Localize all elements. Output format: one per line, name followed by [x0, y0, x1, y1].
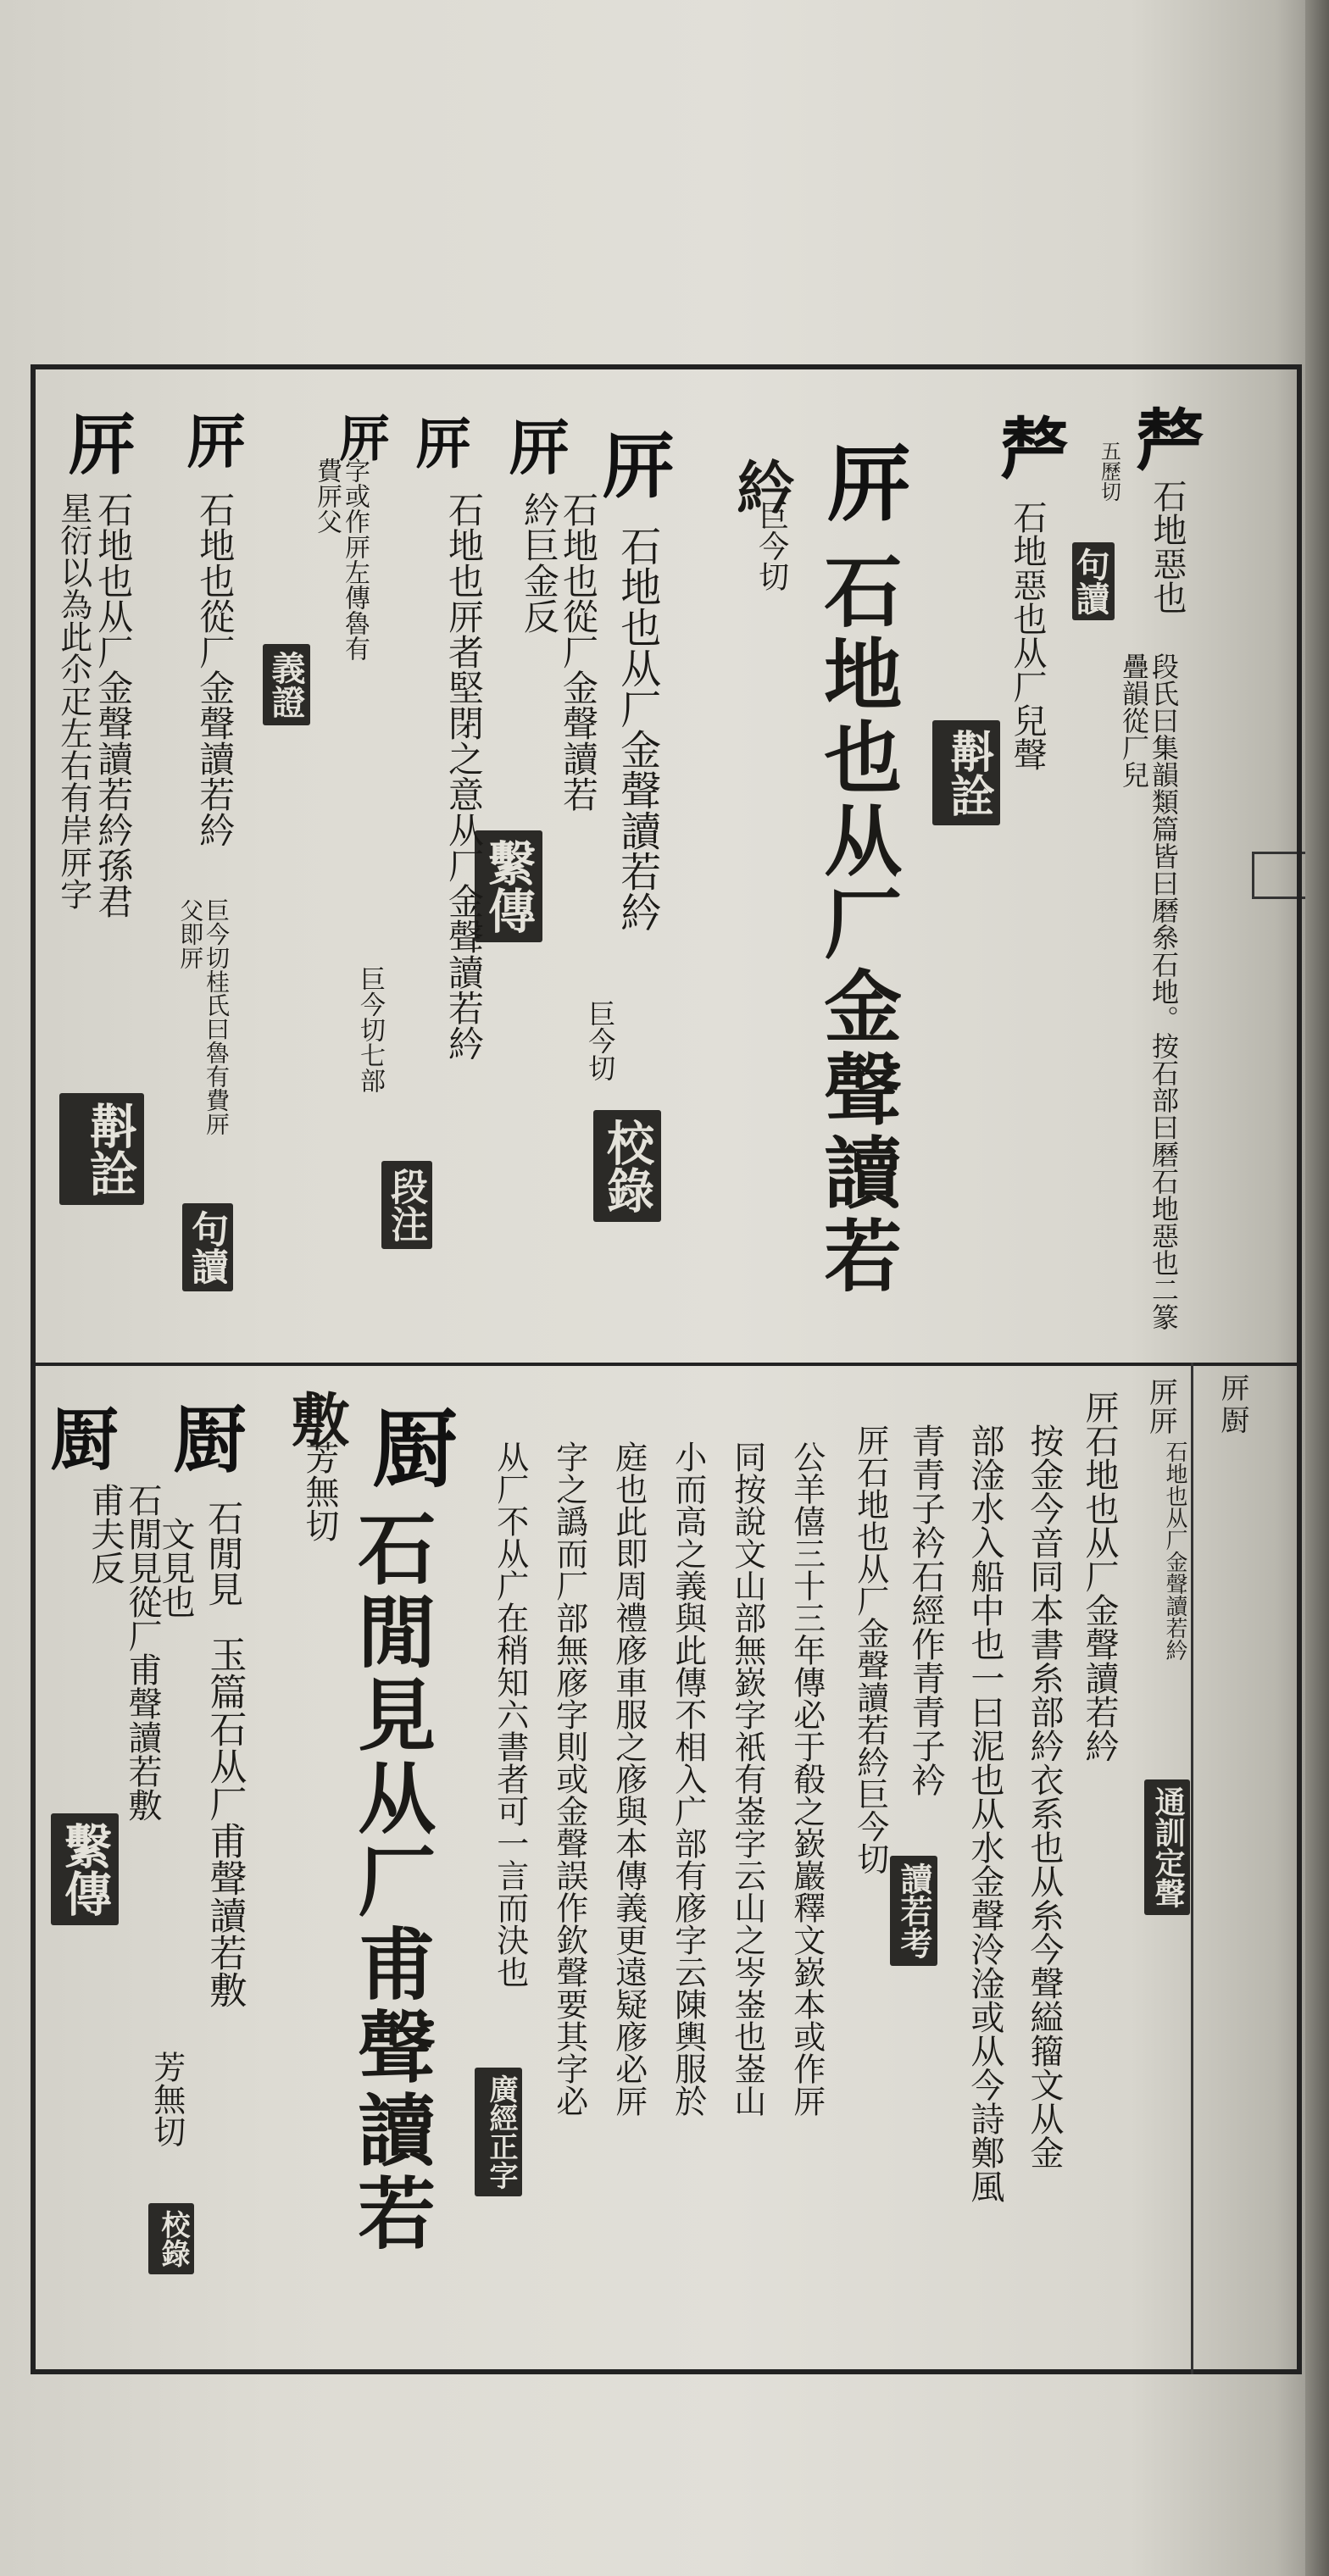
fanqie-note-2: 芳無切: [300, 1441, 339, 1542]
commentary-col-g: 小而高之義與此傳不相入广部有㢋字云陳輿服於: [669, 1441, 707, 2117]
commentary-col-a: 按金今音同本書糸部紟衣系也从糸今聲縊籀文从金: [1025, 1424, 1064, 2169]
seal-character-bian2: 𠩺: [1000, 409, 1068, 489]
commentary-col-b: 部淦水入船中也一曰泥也从水金聲泠淦或从今詩鄭風: [965, 1424, 1004, 2203]
fanqie-note-bian: 五歷切: [1097, 441, 1121, 502]
seal-character-xi2: 㕑: [51, 1400, 119, 1480]
label-dukao: 讀若考: [890, 1856, 937, 1966]
label-jiaoquan-2: 斠詮: [59, 1093, 144, 1205]
book-spine: [1305, 0, 1329, 2576]
seal-character-yu: 㕑: [174, 1397, 247, 1483]
entry-text-tongxun: 㕃石地也从厂金聲讀若紟: [1080, 1390, 1119, 1763]
fanqie-note-1: 巨今切: [753, 500, 789, 591]
label-xichuan-2: 繫傳: [51, 1813, 119, 1925]
seal-character-xi: 㕃: [509, 411, 570, 483]
commentary-col-d: 㕃石地也从厂金聲讀若紟巨今切: [851, 1424, 889, 1874]
note-yu: 玉篇石从厂甫聲讀若敷: [203, 1635, 247, 2008]
label-jiaolu-2: 校錄: [148, 2203, 194, 2274]
commentary-col-e: 公羊僖三十三年傳必于殽之嶔巖釋文嶔本或作㕃: [787, 1441, 826, 2117]
fanqie-char-2: 敷: [281, 1390, 350, 1447]
fanqie-note-duan: 巨今切七部: [355, 966, 385, 1093]
entry-text-yu: 石閒見: [203, 1500, 245, 1607]
seal-pair-tongxun: 㕃㕃: [1143, 1377, 1178, 1435]
label-jiaoquan-1: 斠詮: [932, 720, 1000, 825]
seal-character-bian: 𠩺: [1136, 401, 1204, 480]
label-xichuan-1: 繫傳: [475, 830, 542, 942]
entry-text-duan: 石地也㕃者堅閉之意从厂金聲讀若紟: [443, 491, 485, 1061]
entry-text-jiao: 石地也从厂金聲讀若紟: [613, 525, 661, 932]
entry-text-bian: 石地惡也: [1148, 479, 1187, 614]
commentary-col-h: 庭也此即周禮㢋車服之㢋與本傳義更遠疑㢋必㕃: [609, 1441, 648, 2117]
entry-text-bian2: 石地惡也从厂兒聲: [1008, 500, 1047, 771]
commentary-col-f: 同按說文山部無嶔字衹有崟字云山之岑崟也崟山: [728, 1441, 766, 2117]
annotation-yi: 字或作㕃左傳魯有費㕃父: [312, 458, 370, 661]
margin-divider: [1191, 1363, 1193, 2374]
headword-text-2: 石閒見从厂甫聲讀若: [345, 1508, 437, 2256]
entry-sub-yu: 文見也: [156, 1517, 195, 1618]
seal-character-main-2: 㕑: [373, 1399, 458, 1499]
entry-text-xi2: 石閒見從厂甫聲讀若敷甫夫反: [86, 1483, 162, 1822]
commentary-col-i: 字之譌而厂部無㢋字則或金聲誤作欽聲要其字必: [550, 1441, 588, 2117]
fanqie-note-jiao: 巨今切: [584, 1000, 617, 1081]
annotation-jiao2: 星衍以為此尒疋左右有岸㕃字: [54, 491, 92, 910]
section-divider: [31, 1363, 1302, 1366]
margin-title: 㕃㕑: [1215, 1373, 1249, 1437]
fanqie-char-1: 紟: [726, 458, 795, 515]
label-tongxun: 通訓定聲: [1144, 1779, 1190, 1915]
seal-character-judou: 㕃: [186, 406, 246, 476]
entry-text-jiao2: 石地也从厂金聲讀若紟孫君: [92, 491, 135, 919]
fanqie-note-yu: 芳無切: [147, 2051, 186, 2147]
seal-character-duan: 㕃: [415, 410, 471, 476]
commentary-col-j: 从厂不从广在稍知六書者可一言而決也: [491, 1441, 529, 1988]
label-jiaolu-1: 校錄: [593, 1110, 661, 1222]
seal-character-yi: 㕃: [339, 409, 390, 469]
label-judou-1: 句讀: [1072, 542, 1115, 620]
seal-character-jiao: 㕃: [602, 423, 675, 508]
seal-character-main-1: 㕃: [826, 433, 911, 533]
seal-character-jiao2: 㕃: [68, 404, 136, 484]
commentary-col-c: 青青子衿石經作青青子衿: [906, 1424, 945, 1796]
label-duanzhu-1: 段注: [381, 1161, 432, 1249]
headword-text-1: 石地也从厂金聲讀若: [811, 551, 904, 1298]
label-yizheng-1: 義證: [263, 644, 310, 725]
entry-text-xi: 石地也從厂金聲讀若紟巨金反: [518, 491, 599, 812]
annotation-bian: 段氏曰集韻類篇皆曰磿㕘石地。按石部曰磿石地惡也二篆疊韻從厂兒: [1117, 652, 1180, 1330]
label-guangjing: 廣經正字: [475, 2068, 522, 2196]
label-judou-2: 句讀: [182, 1203, 233, 1291]
entry-text-judou: 石地也從厂金聲讀若紟: [194, 491, 236, 847]
annotation-judou: 巨今切桂氏曰魯有費㕃父即㕃: [176, 898, 231, 1135]
note-tongxun: 石地也从厂金聲讀若紟: [1162, 1441, 1187, 1661]
